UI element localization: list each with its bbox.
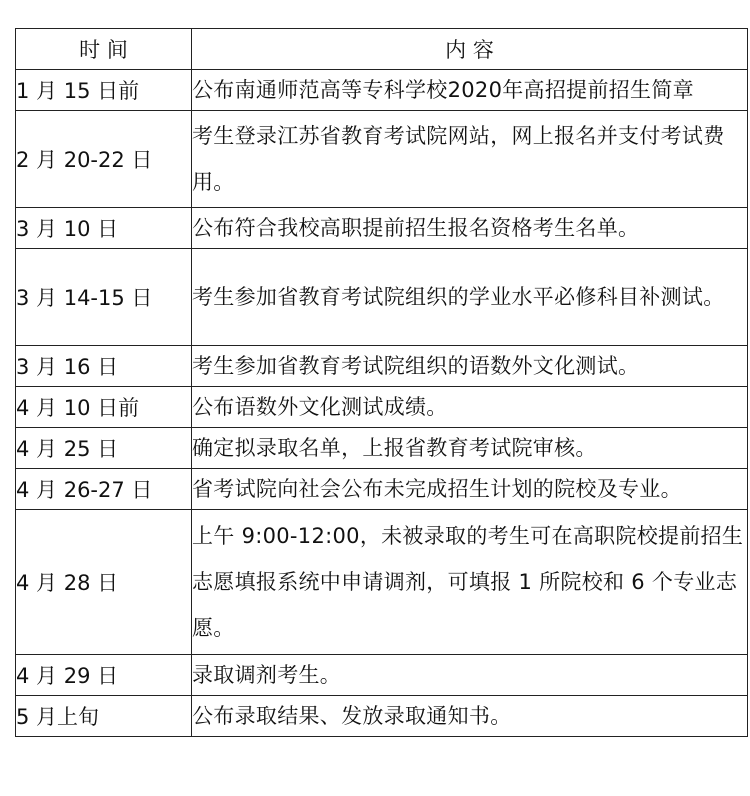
row-content: 确定拟录取名单，上报省教育考试院审核。 [192, 428, 748, 469]
content-column-header: 内 容 [192, 29, 748, 70]
row-date: 4 月 28 日 [16, 510, 192, 655]
table-row [16, 428, 748, 469]
row-date: 2 月 20-22 日 [16, 111, 192, 208]
row-date: 3 月 10 日 [16, 208, 192, 249]
row-content: 省考试院向社会公布未完成招生计划的院校及专业。 [192, 469, 748, 510]
admission-schedule-table [15, 28, 748, 737]
table-row [16, 655, 748, 696]
table-row [16, 208, 748, 249]
table-row [16, 111, 748, 208]
row-date: 4 月 25 日 [16, 428, 192, 469]
table-row [16, 469, 748, 510]
row-date: 1 月 15 日前 [16, 70, 192, 111]
table-row [16, 346, 748, 387]
row-content: 录取调剂考生。 [192, 655, 748, 696]
row-content: 公布语数外文化测试成绩。 [192, 387, 748, 428]
row-content: 考生参加省教育考试院组织的学业水平必修科目补测试。 [192, 249, 748, 346]
row-date: 4 月 29 日 [16, 655, 192, 696]
row-date: 5 月上旬 [16, 696, 192, 737]
row-date: 3 月 16 日 [16, 346, 192, 387]
row-content: 考生参加省教育考试院组织的语数外文化测试。 [192, 346, 748, 387]
date-column-header: 时 间 [16, 29, 192, 70]
row-content: 公布南通师范高等专科学校2020年高招提前招生简章 [192, 70, 748, 111]
row-date: 3 月 14-15 日 [16, 249, 192, 346]
table-row [16, 70, 748, 111]
table-row [16, 510, 748, 655]
table-row [16, 387, 748, 428]
row-date: 4 月 26-27 日 [16, 469, 192, 510]
row-date: 4 月 10 日前 [16, 387, 192, 428]
row-content: 公布符合我校高职提前招生报名资格考生名单。 [192, 208, 748, 249]
row-content: 考生登录江苏省教育考试院网站，网上报名并支付考试费用。 [192, 111, 748, 208]
table-row [16, 696, 748, 737]
table-header-row [16, 29, 748, 70]
row-content: 上午 9:00-12:00，未被录取的考生可在高职院校提前招生志愿填报系统中申请调剂，可填报 1 所院校和 6 个专业志愿。 [192, 510, 748, 655]
row-content: 公布录取结果、发放录取通知书。 [192, 696, 748, 737]
table-row [16, 249, 748, 346]
